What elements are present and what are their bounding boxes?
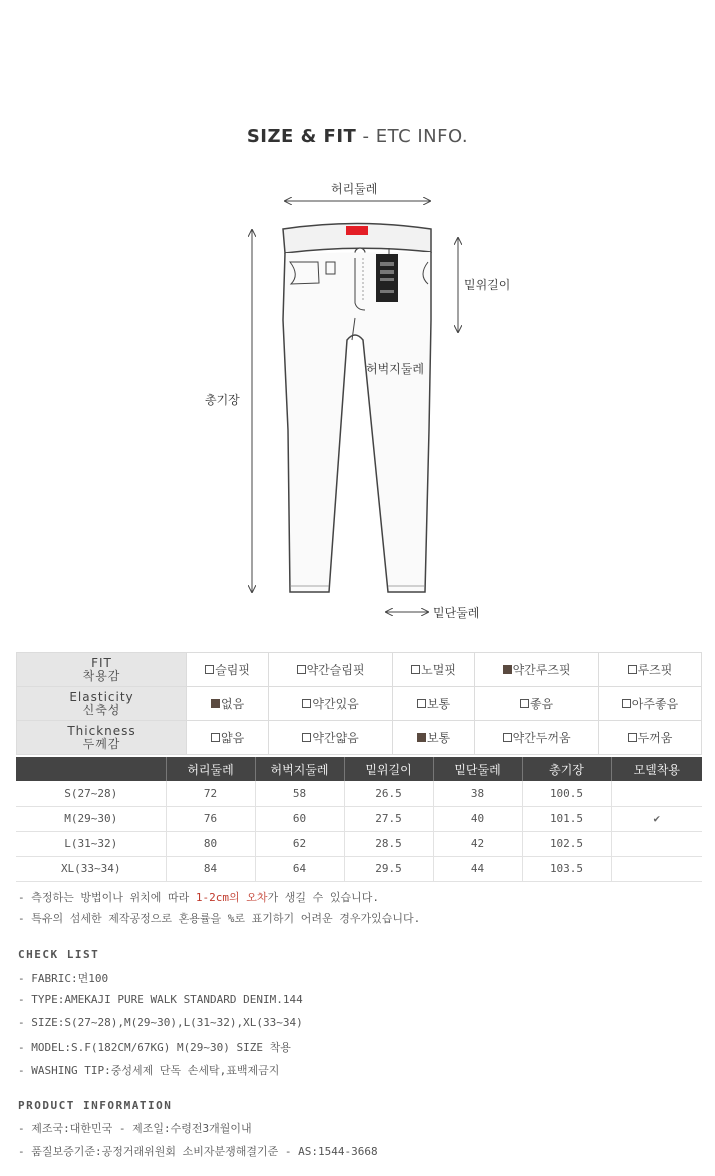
size-cell: 102.5 xyxy=(522,831,611,856)
size-cell: 26.5 xyxy=(344,781,433,806)
fit-head-ko: 두께감 xyxy=(82,736,121,751)
size-cell: 62 xyxy=(255,831,344,856)
size-cell: XL(33~34) xyxy=(16,856,166,881)
fit-option xyxy=(269,653,393,687)
rise-label: 밑위길이 xyxy=(464,278,511,292)
fit-option-label: 약간있음 xyxy=(312,697,359,711)
fit-row xyxy=(17,721,702,755)
fit-option xyxy=(475,687,599,721)
note-error-a: - 측정하는 방법이나 위치에 따라 xyxy=(18,891,196,904)
fit-option xyxy=(392,687,474,721)
size-header-cell: 허벅지둘레 xyxy=(255,757,344,781)
fit-option xyxy=(392,721,474,755)
fit-option xyxy=(598,687,701,721)
model-fit-cell: ✔ xyxy=(611,806,702,831)
unchecked-box-icon xyxy=(302,699,311,708)
size-cell: 76 xyxy=(166,806,255,831)
size-cell: L(31~32) xyxy=(16,831,166,856)
size-row xyxy=(16,781,702,806)
fit-option xyxy=(475,721,599,755)
size-row xyxy=(16,856,702,881)
size-cell: S(27~28) xyxy=(16,781,166,806)
unchecked-box-icon xyxy=(205,665,214,674)
fit-row-head xyxy=(17,653,187,687)
fit-option-label: 약간두꺼움 xyxy=(512,731,571,745)
note-error xyxy=(18,889,379,905)
waist-label: 허리둘레 xyxy=(331,182,378,196)
size-header-cell: 밑위길이 xyxy=(344,757,433,781)
fit-option-label: 루즈핏 xyxy=(637,663,673,677)
size-cell: 80 xyxy=(166,831,255,856)
unchecked-box-icon xyxy=(622,699,631,708)
unchecked-box-icon xyxy=(417,699,426,708)
size-cell: 44 xyxy=(433,856,522,881)
unchecked-box-icon xyxy=(297,665,306,674)
fit-option xyxy=(392,653,474,687)
size-cell: M(29~30) xyxy=(16,806,166,831)
size-cell: 58 xyxy=(255,781,344,806)
fit-table xyxy=(16,652,702,755)
size-header-cell: 총기장 xyxy=(522,757,611,781)
fit-option xyxy=(475,653,599,687)
fit-option xyxy=(269,687,393,721)
thigh-label: 허벅지둘레 xyxy=(366,362,424,376)
fit-option xyxy=(187,687,269,721)
size-cell: 84 xyxy=(166,856,255,881)
checked-box-icon xyxy=(417,733,426,742)
check-list-item: - WASHING TIP:중성세제 단독 손세탁,표백제금지 xyxy=(18,1064,280,1077)
fit-row-head xyxy=(17,687,187,721)
checked-box-icon xyxy=(211,699,220,708)
fit-option xyxy=(269,721,393,755)
pants-illustration xyxy=(0,170,715,640)
size-cell: 29.5 xyxy=(344,856,433,881)
fit-head-en: Thickness xyxy=(67,723,136,738)
fit-option xyxy=(598,653,701,687)
size-cell: 60 xyxy=(255,806,344,831)
size-cell: 38 xyxy=(433,781,522,806)
note-error-red: 1-2cm의 오차 xyxy=(195,891,268,904)
size-cell: 72 xyxy=(166,781,255,806)
size-cell: 28.5 xyxy=(344,831,433,856)
size-cell: 103.5 xyxy=(522,856,611,881)
fit-option-label: 아주좋음 xyxy=(631,697,679,711)
check-list-item: - TYPE:AMEKAJI PURE WALK STANDARD DENIM.144 xyxy=(18,993,303,1006)
fit-row xyxy=(17,687,702,721)
check-list-item: - MODEL:S.F(182CM/67KG) M(29~30) SIZE 착용 xyxy=(18,1041,291,1054)
fit-option-label: 약간얇음 xyxy=(312,731,359,745)
check-list-item: - SIZE:S(27~28),M(29~30),L(31~32),XL(33~34) xyxy=(18,1016,303,1029)
unchecked-box-icon xyxy=(302,733,311,742)
unchecked-box-icon xyxy=(520,699,529,708)
check-list-title: CHECK LIST xyxy=(18,948,100,961)
fit-option xyxy=(187,721,269,755)
unchecked-box-icon xyxy=(211,733,220,742)
size-cell: 64 xyxy=(255,856,344,881)
fit-head-en: FIT xyxy=(91,655,112,670)
unchecked-box-icon xyxy=(628,665,637,674)
fit-option-label: 얇음 xyxy=(220,731,245,745)
size-header-cell: 모델착용 xyxy=(611,757,702,781)
fit-option-label: 두꺼움 xyxy=(637,731,673,745)
product-info-title: PRODUCT INFORMATION xyxy=(18,1099,173,1112)
size-cell: 27.5 xyxy=(344,806,433,831)
model-fit-cell xyxy=(611,856,702,881)
fit-option-label: 약간루즈핏 xyxy=(512,663,571,677)
unchecked-box-icon xyxy=(628,733,637,742)
size-cell: 40 xyxy=(433,806,522,831)
fit-option xyxy=(187,653,269,687)
check-list-item: - FABRIC:면100 xyxy=(18,972,109,985)
fit-option-label: 노멀핏 xyxy=(421,663,456,677)
fit-option-label: 보통 xyxy=(426,697,451,711)
size-cell: 42 xyxy=(433,831,522,856)
page-title xyxy=(0,126,715,147)
hem-label: 밑단둘레 xyxy=(433,606,480,620)
fit-option-label: 좋음 xyxy=(529,697,554,711)
model-fit-cell xyxy=(611,781,702,806)
size-row xyxy=(16,806,702,831)
product-info-item: - 제조국:대한민국 - 제조일:수령전3개월이내 xyxy=(18,1122,252,1135)
title-rest: - ETC INFO. xyxy=(356,126,469,147)
title-bold: SIZE & FIT xyxy=(246,126,357,147)
note-blend: - 특유의 섬세한 제작공정으로 혼용률을 %로 표기하기 어려운 경우가있습니다. xyxy=(18,912,421,925)
fit-head-ko: 신축성 xyxy=(82,702,121,717)
fit-option-label: 슬림핏 xyxy=(215,663,250,677)
fit-option-label: 보통 xyxy=(426,731,451,745)
unchecked-box-icon xyxy=(411,665,420,674)
size-header-cell: 허리둘레 xyxy=(166,757,255,781)
size-table xyxy=(16,757,702,882)
model-fit-cell xyxy=(611,831,702,856)
size-header-cell: 밑단둘레 xyxy=(433,757,522,781)
note-error-b: 가 생길 수 있습니다. xyxy=(267,891,379,904)
unchecked-box-icon xyxy=(503,733,512,742)
size-cell: 101.5 xyxy=(522,806,611,831)
fit-option-label: 없음 xyxy=(220,697,245,711)
product-info-item: - 품질보증기준:공정거래위원회 소비자분쟁해결기준 - AS:1544-3668 xyxy=(18,1145,378,1158)
length-label: 총기장 xyxy=(205,393,240,407)
size-header-cell xyxy=(16,757,166,781)
checked-box-icon xyxy=(503,665,512,674)
fit-head-en: Elasticity xyxy=(69,689,134,704)
fit-row-head xyxy=(17,721,187,755)
fit-row xyxy=(17,653,702,687)
size-row xyxy=(16,831,702,856)
fit-option xyxy=(598,721,701,755)
pants-diagram xyxy=(0,170,715,640)
fit-option-label: 약간슬림핏 xyxy=(306,663,365,677)
size-cell: 100.5 xyxy=(522,781,611,806)
fit-head-ko: 착용감 xyxy=(82,668,121,683)
